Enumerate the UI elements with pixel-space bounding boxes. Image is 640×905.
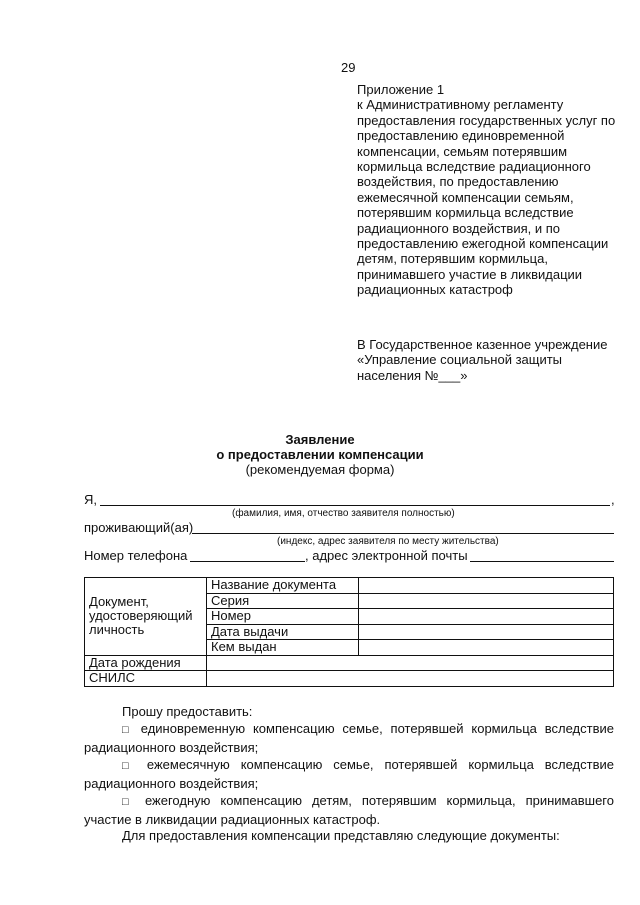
identity-doc-label: Документ, удостоверяющий личность [85,578,207,656]
table-row [85,671,614,687]
doc-number-value[interactable] [359,609,614,625]
option-one [84,720,614,739]
addressee-line: «Управление социальной защиты [357,352,563,368]
email-label: , адрес электронной почты [305,548,468,563]
doc-name-value[interactable] [359,578,614,594]
annex-line: предоставлению единовременной [357,128,565,144]
table-row [85,655,614,671]
birth-date-label: Дата рождения [85,655,207,671]
annex-line: ежемесячной компенсации семьям, [357,189,574,205]
annex-line: к Административному регламенту [357,97,564,113]
option-two-text: ежемесячную компенсацию семье, потерявшей кормильца вследствие [146,757,614,772]
option-one-cont: радиационного воздействия; [84,740,259,755]
annex-block [357,82,619,298]
snils-label: СНИЛС [85,671,207,687]
option-one-text: единовременную компенсацию семье, потерявшей кормильца вследствие [140,721,614,736]
option-three-cont: участие в ликвидации радиационных катастроф. [84,812,381,827]
table-row [85,578,614,594]
doc-issue-date-label: Дата выдачи [207,624,359,640]
option-two [84,756,614,775]
option-two-cont: радиационного воздействия; [84,776,259,791]
addressee-line: В Государственное казенное учреждение [357,337,608,352]
annex-line: радиационного воздействия, и по [357,220,560,236]
applicant-hint: (фамилия, имя, отчество заявителя полностью) [232,508,455,519]
annex-line: радиационных катастроф [357,282,513,298]
birth-date-value[interactable] [207,655,614,671]
annex-line: Приложение 1 [357,82,445,97]
request-block [84,703,614,828]
addressee-block [357,337,619,383]
annex-line: предоставлению ежегодной компенсации [357,236,609,252]
document-subtitle: о предоставлении компенсации [216,447,424,462]
option-three-text: ежегодную компенсацию детям, потерявшим кормильца, принимавшего [144,793,614,808]
annex-line: кормильца вследствие радиационного [357,159,591,175]
option-one-checkbox[interactable]: □ [122,724,133,736]
documents-intro: Для предоставления компенсации представляю следующие документы: [122,828,560,843]
option-two-checkbox[interactable]: □ [122,760,136,772]
doc-name-label: Название документа [207,578,359,594]
document-title: Заявление [285,432,355,447]
email-field[interactable] [470,561,614,562]
request-intro: Прошу предоставить: [122,704,253,719]
applicant-label: Я, [84,492,97,507]
annex-line: воздействия, по предоставлению [357,174,559,190]
snils-value[interactable] [207,671,614,687]
doc-issuer-value[interactable] [359,640,614,656]
residence-address-field[interactable] [192,533,614,534]
phone-field[interactable] [190,561,305,562]
option-three [84,792,614,811]
doc-issue-date-value[interactable] [359,624,614,640]
residence-hint: (индекс, адрес заявителя по месту жительства) [277,536,499,547]
doc-issuer-label: Кем выдан [207,640,359,656]
doc-number-label: Номер [207,609,359,625]
annex-line: принимавшего участие в ликвидации [357,266,583,282]
page-number: 29 [341,60,356,75]
option-three-checkbox[interactable]: □ [122,796,135,808]
applicant-comma: , [611,492,615,507]
identity-table [84,577,614,687]
addressee-line: населения №___» [357,367,468,383]
doc-series-label: Серия [207,593,359,609]
annex-line: потерявшим кормильца вследствие [357,205,574,221]
phone-label: Номер телефона [84,548,188,563]
annex-line: компенсации, семьям потерявшим [357,143,568,159]
applicant-name-field[interactable] [100,505,610,506]
annex-line: детям, потерявшим кормильца, [357,251,548,267]
annex-line: предоставления государственных услуг по [357,112,616,128]
residence-label: проживающий(ая) [84,520,194,535]
form-note: (рекомендуемая форма) [245,462,395,477]
doc-series-value[interactable] [359,593,614,609]
